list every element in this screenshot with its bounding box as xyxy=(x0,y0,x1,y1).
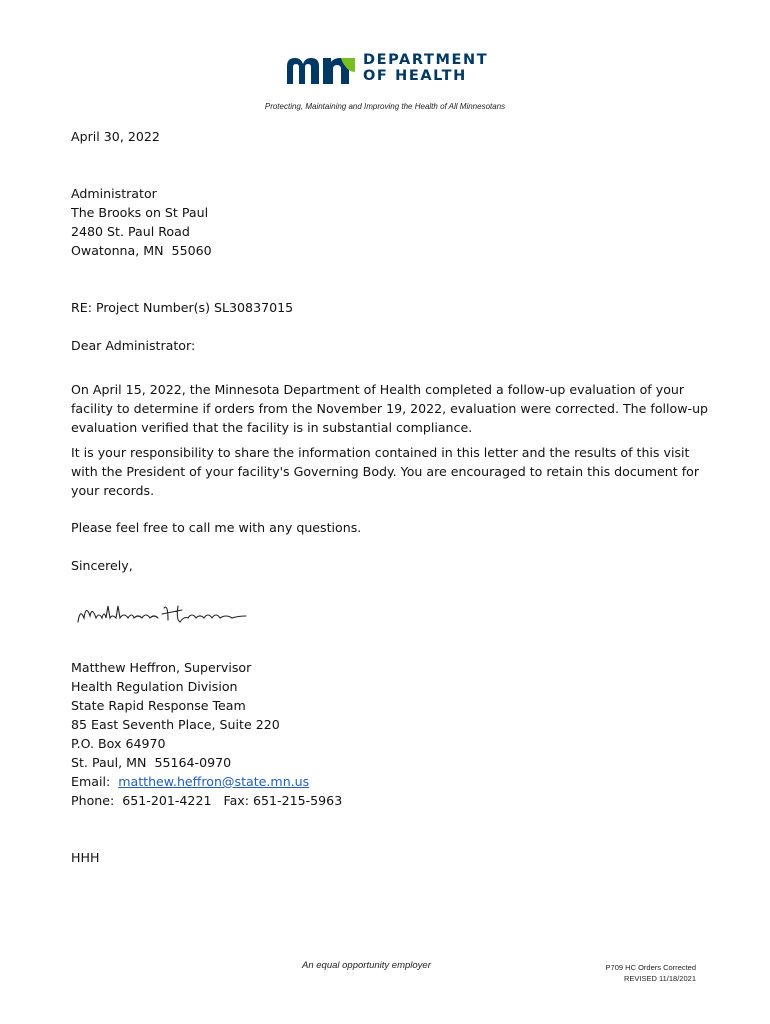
equal-opportunity-note: An equal opportunity employer xyxy=(302,960,431,971)
signer-line: St. Paul, MN 55164-0970 xyxy=(71,755,232,770)
paragraph-line: with the President of your facility's Governing Body. You are encouraged to retain this document for xyxy=(71,464,700,479)
logo-wordmark xyxy=(363,52,488,84)
paragraph-1 xyxy=(71,380,709,437)
mn-logo-icon xyxy=(285,54,357,86)
signer-line: Matthew Heffron, Supervisor xyxy=(71,660,252,675)
salutation-block xyxy=(71,336,701,355)
paragraph-line: facility to determine if orders from the November 19, 2022, evaluation were corrected. The follow-up xyxy=(71,401,709,416)
recipient-line: 2480 St. Paul Road xyxy=(71,224,190,239)
paragraph-line: On April 15, 2022, the Minnesota Department of Health completed a follow-up evaluation of your xyxy=(71,382,685,397)
logo-line-2: OF HEALTH xyxy=(363,68,467,84)
signer-block xyxy=(71,658,701,810)
signature-image xyxy=(72,596,262,632)
mdh-logo xyxy=(285,52,495,88)
signer-line: State Rapid Response Team xyxy=(71,698,246,713)
revised-date: REVISED 11/18/2021 xyxy=(624,974,696,983)
paragraph-3 xyxy=(71,518,701,537)
date: April 30, 2022 xyxy=(71,129,160,144)
signer-line: P.O. Box 64970 xyxy=(71,736,166,751)
email-link[interactable]: matthew.heffron@state.mn.us xyxy=(118,774,310,789)
paragraph-line: Please feel free to call me with any questions. xyxy=(71,520,362,535)
salutation: Dear Administrator: xyxy=(71,338,196,353)
closing: Sincerely, xyxy=(71,558,133,573)
tagline: Protecting, Maintaining and Improving the Health of All Minnesotans xyxy=(264,102,506,111)
recipient-line: The Brooks on St Paul xyxy=(71,205,209,220)
paragraph-2 xyxy=(71,443,701,500)
typist-initials: HHH xyxy=(71,850,100,865)
signer-line: Health Regulation Division xyxy=(71,679,238,694)
letter-date xyxy=(71,127,701,146)
paragraph-line: evaluation verified that the facility is in substantial compliance. xyxy=(71,420,473,435)
email-label: Email: xyxy=(71,774,119,789)
signer-line: 85 East Seventh Place, Suite 220 xyxy=(71,717,280,732)
recipient-address xyxy=(71,184,701,260)
form-code: P709 HC Orders Corrected xyxy=(605,963,696,972)
re-line: RE: Project Number(s) SL30837015 xyxy=(71,300,294,315)
closing-block xyxy=(71,556,701,575)
paragraph-line: It is your responsibility to share the information contained in this letter and the results of this visit xyxy=(71,445,690,460)
logo-line-1: DEPARTMENT xyxy=(363,52,489,68)
paragraph-line: your records. xyxy=(71,483,155,498)
recipient-line: Owatonna, MN 55060 xyxy=(71,243,212,258)
initials-block xyxy=(71,848,701,867)
recipient-line: Administrator xyxy=(71,186,157,201)
form-code-block xyxy=(606,962,696,984)
email-line xyxy=(71,772,701,791)
phone-line: Phone: 651-201-4221 Fax: 651-215-5963 xyxy=(71,793,343,808)
re-line-block xyxy=(71,298,701,317)
